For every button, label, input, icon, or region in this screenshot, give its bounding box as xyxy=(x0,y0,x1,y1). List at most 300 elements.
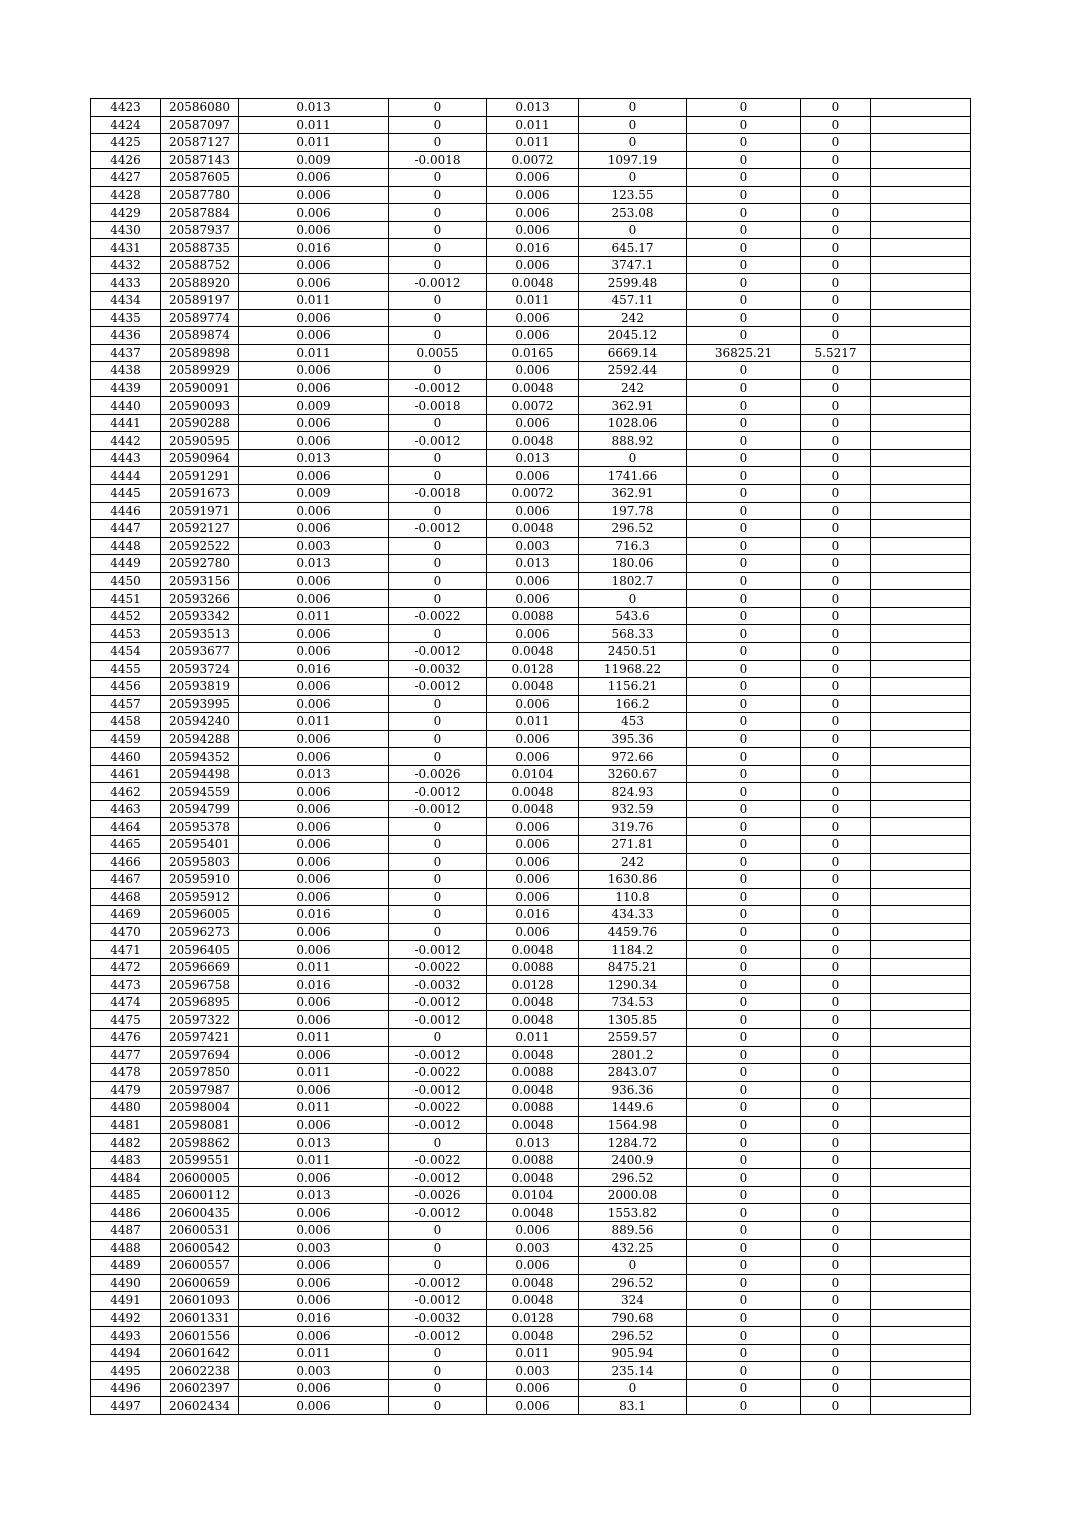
ratio-cell: 0 xyxy=(801,765,871,783)
value-a-cell: 0.011 xyxy=(239,1344,389,1362)
row-number-cell: 4452 xyxy=(91,607,161,625)
ratio-cell: 0 xyxy=(801,783,871,801)
ratio-cell: 0 xyxy=(801,958,871,976)
blank-cell xyxy=(871,835,971,853)
value-b-cell: 0.0048 xyxy=(487,1046,579,1064)
ratio-cell: 0 xyxy=(801,274,871,292)
ratio-cell: 0 xyxy=(801,1134,871,1152)
id-cell: 20593819 xyxy=(161,678,239,696)
amount-cell: 0 xyxy=(579,1379,687,1397)
amount-cell: 296.52 xyxy=(579,520,687,538)
value-a-cell: 0.006 xyxy=(239,204,389,222)
value-b-cell: 0.006 xyxy=(487,186,579,204)
amount-cell: 2801.2 xyxy=(579,1046,687,1064)
adjustment-cell: -0.0032 xyxy=(389,976,487,994)
value-a-cell: 0.009 xyxy=(239,485,389,503)
row-number-cell: 4446 xyxy=(91,502,161,520)
amount-2-cell: 0 xyxy=(687,572,801,590)
value-a-cell: 0.006 xyxy=(239,1116,389,1134)
ratio-cell: 0 xyxy=(801,1064,871,1082)
blank-cell xyxy=(871,134,971,152)
table-row xyxy=(91,362,971,380)
blank-cell xyxy=(871,730,971,748)
table-row xyxy=(91,713,971,731)
id-cell: 20594352 xyxy=(161,748,239,766)
id-cell: 20587097 xyxy=(161,116,239,134)
id-cell: 20594559 xyxy=(161,783,239,801)
ratio-cell: 0 xyxy=(801,537,871,555)
id-cell: 20595378 xyxy=(161,818,239,836)
amount-cell: 2045.12 xyxy=(579,327,687,345)
amount-cell: 0 xyxy=(579,134,687,152)
value-a-cell: 0.011 xyxy=(239,958,389,976)
value-b-cell: 0.0048 xyxy=(487,993,579,1011)
value-a-cell: 0.013 xyxy=(239,1186,389,1204)
id-cell: 20587143 xyxy=(161,151,239,169)
table-row xyxy=(91,906,971,924)
amount-cell: 905.94 xyxy=(579,1344,687,1362)
id-cell: 20588735 xyxy=(161,239,239,257)
value-b-cell: 0.0048 xyxy=(487,800,579,818)
id-cell: 20593156 xyxy=(161,572,239,590)
adjustment-cell: 0 xyxy=(389,748,487,766)
id-cell: 20592127 xyxy=(161,520,239,538)
row-number-cell: 4430 xyxy=(91,221,161,239)
ratio-cell: 5.5217 xyxy=(801,344,871,362)
blank-cell xyxy=(871,309,971,327)
table-row xyxy=(91,678,971,696)
ratio-cell: 0 xyxy=(801,204,871,222)
amount-2-cell: 0 xyxy=(687,134,801,152)
data-table xyxy=(90,98,971,1415)
table-body xyxy=(91,99,971,1415)
value-b-cell: 0.006 xyxy=(487,467,579,485)
ratio-cell: 0 xyxy=(801,256,871,274)
amount-2-cell: 0 xyxy=(687,1222,801,1240)
row-number-cell: 4477 xyxy=(91,1046,161,1064)
ratio-cell: 0 xyxy=(801,713,871,731)
value-a-cell: 0.003 xyxy=(239,1239,389,1257)
value-b-cell: 0.0048 xyxy=(487,642,579,660)
blank-cell xyxy=(871,555,971,573)
row-number-cell: 4448 xyxy=(91,537,161,555)
amount-2-cell: 0 xyxy=(687,853,801,871)
table-row xyxy=(91,1257,971,1275)
adjustment-cell: -0.0026 xyxy=(389,1186,487,1204)
amount-cell: 123.55 xyxy=(579,186,687,204)
amount-2-cell: 0 xyxy=(687,151,801,169)
value-a-cell: 0.006 xyxy=(239,1327,389,1345)
row-number-cell: 4436 xyxy=(91,327,161,345)
amount-2-cell: 0 xyxy=(687,1081,801,1099)
id-cell: 20597987 xyxy=(161,1081,239,1099)
id-cell: 20587884 xyxy=(161,204,239,222)
amount-cell: 432.25 xyxy=(579,1239,687,1257)
ratio-cell: 0 xyxy=(801,449,871,467)
amount-2-cell: 0 xyxy=(687,748,801,766)
id-cell: 20597421 xyxy=(161,1028,239,1046)
blank-cell xyxy=(871,379,971,397)
ratio-cell: 0 xyxy=(801,1028,871,1046)
amount-cell: 1284.72 xyxy=(579,1134,687,1152)
value-b-cell: 0.0048 xyxy=(487,1081,579,1099)
table-row xyxy=(91,572,971,590)
id-cell: 20589898 xyxy=(161,344,239,362)
ratio-cell: 0 xyxy=(801,239,871,257)
blank-cell xyxy=(871,467,971,485)
adjustment-cell: 0 xyxy=(389,695,487,713)
amount-cell: 110.8 xyxy=(579,888,687,906)
value-b-cell: 0.0048 xyxy=(487,1327,579,1345)
ratio-cell: 0 xyxy=(801,976,871,994)
adjustment-cell: 0 xyxy=(389,590,487,608)
id-cell: 20601642 xyxy=(161,1344,239,1362)
id-cell: 20600531 xyxy=(161,1222,239,1240)
adjustment-cell: -0.0012 xyxy=(389,941,487,959)
adjustment-cell: 0 xyxy=(389,818,487,836)
adjustment-cell: -0.0012 xyxy=(389,379,487,397)
amount-2-cell: 0 xyxy=(687,432,801,450)
row-number-cell: 4482 xyxy=(91,1134,161,1152)
value-b-cell: 0.0072 xyxy=(487,151,579,169)
amount-cell: 324 xyxy=(579,1292,687,1310)
row-number-cell: 4428 xyxy=(91,186,161,204)
value-b-cell: 0.006 xyxy=(487,695,579,713)
blank-cell xyxy=(871,590,971,608)
ratio-cell: 0 xyxy=(801,695,871,713)
value-a-cell: 0.006 xyxy=(239,941,389,959)
ratio-cell: 0 xyxy=(801,555,871,573)
value-a-cell: 0.016 xyxy=(239,976,389,994)
id-cell: 20600005 xyxy=(161,1169,239,1187)
adjustment-cell: 0 xyxy=(389,888,487,906)
amount-cell: 296.52 xyxy=(579,1169,687,1187)
amount-cell: 1553.82 xyxy=(579,1204,687,1222)
adjustment-cell: -0.0012 xyxy=(389,678,487,696)
amount-2-cell: 0 xyxy=(687,1134,801,1152)
adjustment-cell: 0 xyxy=(389,1379,487,1397)
amount-cell: 362.91 xyxy=(579,397,687,415)
value-b-cell: 0.006 xyxy=(487,625,579,643)
adjustment-cell: 0 xyxy=(389,292,487,310)
adjustment-cell: 0 xyxy=(389,467,487,485)
id-cell: 20590595 xyxy=(161,432,239,450)
row-number-cell: 4470 xyxy=(91,923,161,941)
amount-cell: 1156.21 xyxy=(579,678,687,696)
amount-2-cell: 0 xyxy=(687,1309,801,1327)
id-cell: 20596669 xyxy=(161,958,239,976)
value-b-cell: 0.003 xyxy=(487,1239,579,1257)
id-cell: 20588920 xyxy=(161,274,239,292)
ratio-cell: 0 xyxy=(801,99,871,117)
table-row xyxy=(91,1222,971,1240)
row-number-cell: 4489 xyxy=(91,1257,161,1275)
blank-cell xyxy=(871,1257,971,1275)
row-number-cell: 4479 xyxy=(91,1081,161,1099)
id-cell: 20589929 xyxy=(161,362,239,380)
value-b-cell: 0.006 xyxy=(487,221,579,239)
value-a-cell: 0.006 xyxy=(239,502,389,520)
value-b-cell: 0.0048 xyxy=(487,1204,579,1222)
blank-cell xyxy=(871,748,971,766)
id-cell: 20592780 xyxy=(161,555,239,573)
amount-2-cell: 0 xyxy=(687,695,801,713)
amount-cell: 197.78 xyxy=(579,502,687,520)
amount-cell: 1449.6 xyxy=(579,1099,687,1117)
value-a-cell: 0.006 xyxy=(239,800,389,818)
value-b-cell: 0.011 xyxy=(487,713,579,731)
adjustment-cell: -0.0012 xyxy=(389,520,487,538)
adjustment-cell: -0.0012 xyxy=(389,1046,487,1064)
table-row xyxy=(91,835,971,853)
id-cell: 20596405 xyxy=(161,941,239,959)
row-number-cell: 4481 xyxy=(91,1116,161,1134)
id-cell: 20589874 xyxy=(161,327,239,345)
value-b-cell: 0.0048 xyxy=(487,678,579,696)
adjustment-cell: -0.0022 xyxy=(389,958,487,976)
adjustment-cell: -0.0012 xyxy=(389,800,487,818)
amount-cell: 235.14 xyxy=(579,1362,687,1380)
amount-2-cell: 0 xyxy=(687,1116,801,1134)
amount-cell: 1741.66 xyxy=(579,467,687,485)
adjustment-cell: 0 xyxy=(389,221,487,239)
id-cell: 20591291 xyxy=(161,467,239,485)
value-a-cell: 0.006 xyxy=(239,730,389,748)
value-a-cell: 0.006 xyxy=(239,414,389,432)
table-row xyxy=(91,958,971,976)
blank-cell xyxy=(871,1186,971,1204)
row-number-cell: 4429 xyxy=(91,204,161,222)
amount-2-cell: 36825.21 xyxy=(687,344,801,362)
amount-cell: 972.66 xyxy=(579,748,687,766)
row-number-cell: 4457 xyxy=(91,695,161,713)
adjustment-cell: -0.0012 xyxy=(389,432,487,450)
table-row xyxy=(91,555,971,573)
table-row xyxy=(91,134,971,152)
table-row xyxy=(91,871,971,889)
table-row xyxy=(91,1239,971,1257)
ratio-cell: 0 xyxy=(801,1081,871,1099)
value-a-cell: 0.006 xyxy=(239,1222,389,1240)
amount-2-cell: 0 xyxy=(687,449,801,467)
table-row xyxy=(91,1362,971,1380)
id-cell: 20590288 xyxy=(161,414,239,432)
value-b-cell: 0.006 xyxy=(487,818,579,836)
amount-2-cell: 0 xyxy=(687,941,801,959)
amount-2-cell: 0 xyxy=(687,1169,801,1187)
table-row xyxy=(91,590,971,608)
id-cell: 20602238 xyxy=(161,1362,239,1380)
blank-cell xyxy=(871,1169,971,1187)
value-b-cell: 0.006 xyxy=(487,1397,579,1415)
table-row xyxy=(91,748,971,766)
row-number-cell: 4456 xyxy=(91,678,161,696)
blank-cell xyxy=(871,888,971,906)
id-cell: 20593342 xyxy=(161,607,239,625)
table-row xyxy=(91,818,971,836)
value-b-cell: 0.006 xyxy=(487,730,579,748)
value-a-cell: 0.013 xyxy=(239,449,389,467)
value-a-cell: 0.016 xyxy=(239,1309,389,1327)
ratio-cell: 0 xyxy=(801,1344,871,1362)
amount-2-cell: 0 xyxy=(687,169,801,187)
ratio-cell: 0 xyxy=(801,169,871,187)
blank-cell xyxy=(871,204,971,222)
adjustment-cell: 0 xyxy=(389,362,487,380)
blank-cell xyxy=(871,660,971,678)
amount-2-cell: 0 xyxy=(687,1397,801,1415)
row-number-cell: 4449 xyxy=(91,555,161,573)
row-number-cell: 4476 xyxy=(91,1028,161,1046)
adjustment-cell: -0.0018 xyxy=(389,397,487,415)
row-number-cell: 4483 xyxy=(91,1151,161,1169)
amount-cell: 1630.86 xyxy=(579,871,687,889)
table-row xyxy=(91,783,971,801)
blank-cell xyxy=(871,449,971,467)
amount-2-cell: 0 xyxy=(687,221,801,239)
adjustment-cell: 0 xyxy=(389,555,487,573)
adjustment-cell: -0.0012 xyxy=(389,783,487,801)
row-number-cell: 4491 xyxy=(91,1292,161,1310)
blank-cell xyxy=(871,221,971,239)
value-a-cell: 0.003 xyxy=(239,537,389,555)
adjustment-cell: -0.0018 xyxy=(389,485,487,503)
blank-cell xyxy=(871,1134,971,1152)
adjustment-cell: -0.0032 xyxy=(389,1309,487,1327)
value-b-cell: 0.006 xyxy=(487,204,579,222)
row-number-cell: 4454 xyxy=(91,642,161,660)
table-row xyxy=(91,1327,971,1345)
value-a-cell: 0.006 xyxy=(239,678,389,696)
blank-cell xyxy=(871,1028,971,1046)
row-number-cell: 4465 xyxy=(91,835,161,853)
id-cell: 20602397 xyxy=(161,1379,239,1397)
amount-cell: 242 xyxy=(579,309,687,327)
amount-cell: 11968.22 xyxy=(579,660,687,678)
row-number-cell: 4438 xyxy=(91,362,161,380)
value-b-cell: 0.011 xyxy=(487,1028,579,1046)
amount-2-cell: 0 xyxy=(687,1028,801,1046)
value-b-cell: 0.006 xyxy=(487,853,579,871)
value-a-cell: 0.006 xyxy=(239,590,389,608)
amount-2-cell: 0 xyxy=(687,976,801,994)
row-number-cell: 4480 xyxy=(91,1099,161,1117)
amount-cell: 2000.08 xyxy=(579,1186,687,1204)
value-a-cell: 0.011 xyxy=(239,1151,389,1169)
id-cell: 20600435 xyxy=(161,1204,239,1222)
ratio-cell: 0 xyxy=(801,485,871,503)
blank-cell xyxy=(871,906,971,924)
ratio-cell: 0 xyxy=(801,730,871,748)
value-b-cell: 0.0104 xyxy=(487,1186,579,1204)
id-cell: 20600557 xyxy=(161,1257,239,1275)
value-a-cell: 0.006 xyxy=(239,379,389,397)
blank-cell xyxy=(871,99,971,117)
amount-cell: 253.08 xyxy=(579,204,687,222)
row-number-cell: 4485 xyxy=(91,1186,161,1204)
value-a-cell: 0.006 xyxy=(239,362,389,380)
adjustment-cell: 0 xyxy=(389,835,487,853)
id-cell: 20593724 xyxy=(161,660,239,678)
id-cell: 20598862 xyxy=(161,1134,239,1152)
id-cell: 20590091 xyxy=(161,379,239,397)
amount-2-cell: 0 xyxy=(687,239,801,257)
row-number-cell: 4488 xyxy=(91,1239,161,1257)
ratio-cell: 0 xyxy=(801,221,871,239)
amount-2-cell: 0 xyxy=(687,99,801,117)
value-a-cell: 0.006 xyxy=(239,1379,389,1397)
value-b-cell: 0.0048 xyxy=(487,1169,579,1187)
value-a-cell: 0.011 xyxy=(239,116,389,134)
blank-cell xyxy=(871,625,971,643)
adjustment-cell: -0.0012 xyxy=(389,993,487,1011)
id-cell: 20596895 xyxy=(161,993,239,1011)
amount-cell: 3747.1 xyxy=(579,256,687,274)
amount-2-cell: 0 xyxy=(687,1362,801,1380)
amount-2-cell: 0 xyxy=(687,520,801,538)
blank-cell xyxy=(871,169,971,187)
table-row xyxy=(91,537,971,555)
id-cell: 20587937 xyxy=(161,221,239,239)
row-number-cell: 4487 xyxy=(91,1222,161,1240)
amount-2-cell: 0 xyxy=(687,256,801,274)
table-row xyxy=(91,1116,971,1134)
blank-cell xyxy=(871,186,971,204)
value-b-cell: 0.011 xyxy=(487,292,579,310)
adjustment-cell: 0 xyxy=(389,906,487,924)
value-a-cell: 0.011 xyxy=(239,1028,389,1046)
value-a-cell: 0.006 xyxy=(239,853,389,871)
value-a-cell: 0.006 xyxy=(239,432,389,450)
ratio-cell: 0 xyxy=(801,800,871,818)
adjustment-cell: 0 xyxy=(389,625,487,643)
value-a-cell: 0.006 xyxy=(239,467,389,485)
value-b-cell: 0.013 xyxy=(487,555,579,573)
amount-2-cell: 0 xyxy=(687,678,801,696)
row-number-cell: 4444 xyxy=(91,467,161,485)
value-b-cell: 0.0088 xyxy=(487,1151,579,1169)
value-a-cell: 0.006 xyxy=(239,274,389,292)
value-b-cell: 0.011 xyxy=(487,1344,579,1362)
value-a-cell: 0.016 xyxy=(239,660,389,678)
adjustment-cell: -0.0012 xyxy=(389,274,487,292)
amount-cell: 180.06 xyxy=(579,555,687,573)
value-a-cell: 0.009 xyxy=(239,397,389,415)
ratio-cell: 0 xyxy=(801,116,871,134)
value-b-cell: 0.0088 xyxy=(487,1099,579,1117)
ratio-cell: 0 xyxy=(801,1222,871,1240)
amount-cell: 790.68 xyxy=(579,1309,687,1327)
amount-cell: 2592.44 xyxy=(579,362,687,380)
row-number-cell: 4490 xyxy=(91,1274,161,1292)
blank-cell xyxy=(871,239,971,257)
value-a-cell: 0.006 xyxy=(239,835,389,853)
blank-cell xyxy=(871,1309,971,1327)
amount-2-cell: 0 xyxy=(687,660,801,678)
amount-cell: 395.36 xyxy=(579,730,687,748)
amount-cell: 936.36 xyxy=(579,1081,687,1099)
amount-2-cell: 0 xyxy=(687,1274,801,1292)
value-b-cell: 0.016 xyxy=(487,906,579,924)
table-row xyxy=(91,695,971,713)
id-cell: 20589197 xyxy=(161,292,239,310)
amount-2-cell: 0 xyxy=(687,1011,801,1029)
row-number-cell: 4423 xyxy=(91,99,161,117)
ratio-cell: 0 xyxy=(801,888,871,906)
id-cell: 20595803 xyxy=(161,853,239,871)
table-row xyxy=(91,1046,971,1064)
adjustment-cell: 0 xyxy=(389,1397,487,1415)
